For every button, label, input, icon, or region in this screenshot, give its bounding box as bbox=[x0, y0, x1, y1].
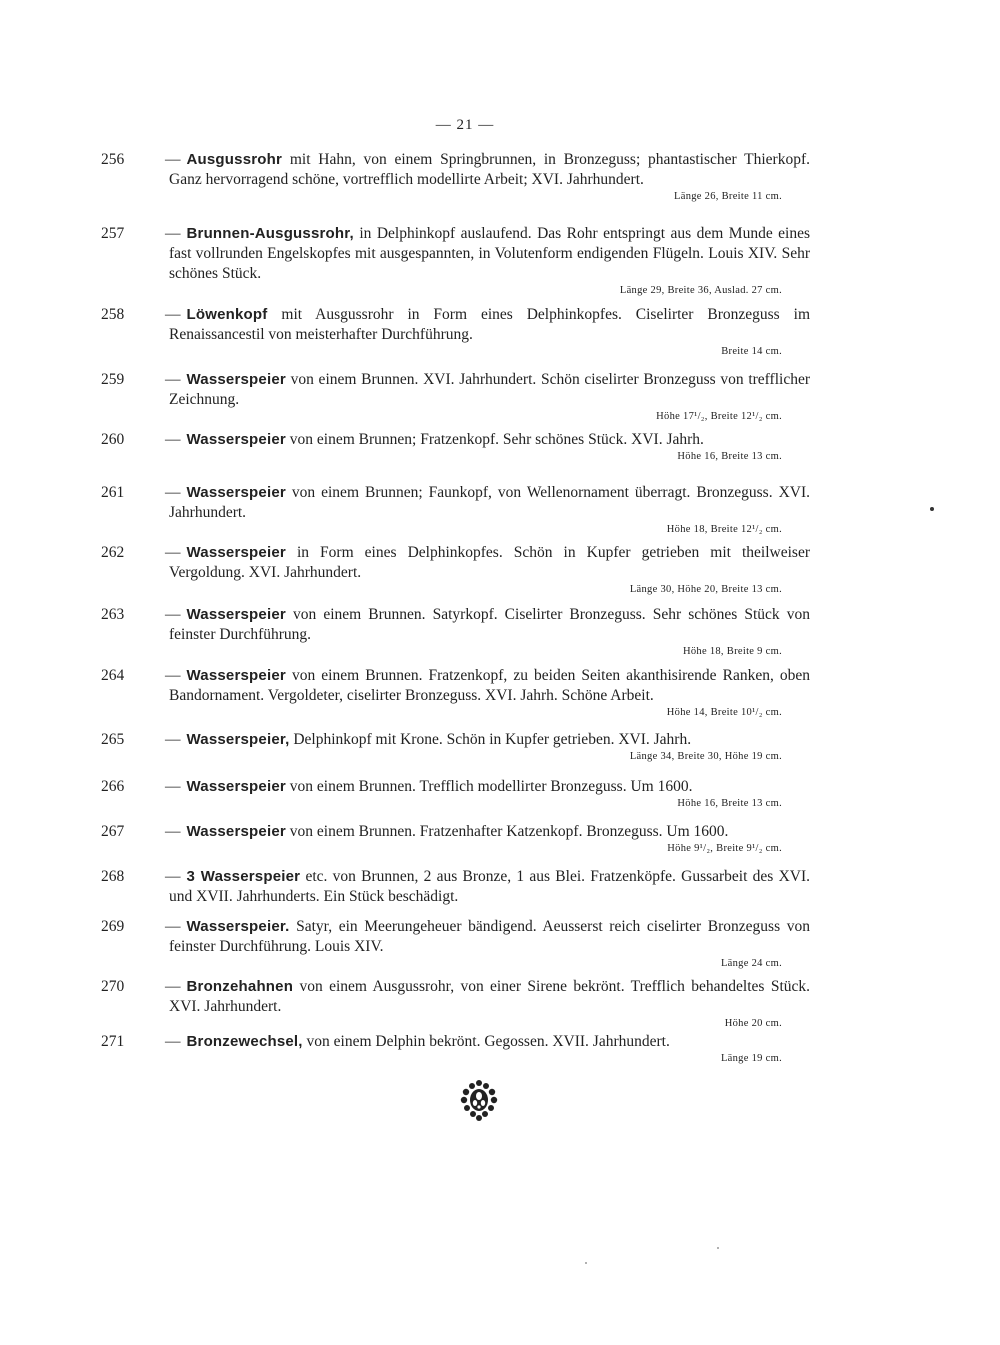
entry-description: mit Ausgussrohr in Form eines Delphinkopfes. Ciselirter Bronzeguss im Renaissancestil von meisterhafter Durchführung. bbox=[169, 306, 811, 343]
entry-number: 265 bbox=[101, 731, 125, 748]
catalog-entry bbox=[101, 917, 810, 971]
entry-number: 260 bbox=[101, 431, 125, 448]
entry-dash: — bbox=[165, 431, 181, 448]
entry-dimensions: Länge 26, Breite 11 cm. bbox=[674, 191, 782, 202]
catalog-entry bbox=[101, 1032, 810, 1066]
entry-title: 3 Wasserspeier bbox=[186, 868, 301, 885]
entry-description: mit Hahn, von einem Springbrunnen, in Bronzeguss; phantastischer Thierkopf. Ganz hervorragend schöne, vortrefflich modellirte Arbeit; XVI. Jahrhundert. bbox=[169, 151, 811, 188]
entry-dash: — bbox=[165, 606, 181, 623]
entry-dash: — bbox=[165, 823, 181, 840]
entry-number: 268 bbox=[101, 868, 125, 885]
entry-number: 269 bbox=[101, 918, 125, 935]
entry-number: 262 bbox=[101, 544, 125, 561]
entry-body bbox=[101, 730, 810, 750]
entry-dash: — bbox=[165, 868, 181, 885]
scan-speck bbox=[930, 507, 934, 511]
entry-title: Wasserspeier. bbox=[186, 918, 290, 935]
entry-body bbox=[101, 543, 810, 583]
entry-dash: — bbox=[165, 667, 181, 684]
catalog-entry bbox=[101, 430, 810, 464]
entry-dash: — bbox=[165, 371, 181, 388]
entry-dimensions: Länge 29, Breite 36, Auslad. 27 cm. bbox=[619, 285, 782, 296]
catalog-entry bbox=[101, 150, 811, 204]
catalog-entry bbox=[101, 977, 811, 1031]
entry-number: 259 bbox=[101, 371, 125, 388]
catalog-entry bbox=[101, 483, 810, 537]
entry-body bbox=[101, 150, 811, 190]
entry-number: 258 bbox=[101, 306, 125, 323]
entry-dimensions: Höhe 14, Breite 10¹/₂ cm. bbox=[666, 707, 782, 718]
scan-speck bbox=[585, 1262, 587, 1264]
entry-title: Brunnen-Ausgussrohr, bbox=[186, 225, 354, 242]
entry-description: von einem Brunnen. Satyrkopf. Ciselirter Bronzeguss. Sehr schönes Stück von feinster Durchführung. bbox=[169, 606, 810, 643]
entry-body bbox=[101, 977, 811, 1017]
entry-dimensions: Höhe 20 cm. bbox=[724, 1018, 782, 1029]
entry-number: 267 bbox=[101, 823, 125, 840]
entry-body bbox=[101, 777, 810, 797]
entry-dash: — bbox=[165, 731, 181, 748]
entry-description: von einem Brunnen. Fratzenhafter Katzenkopf. Bronzeguss. Um 1600. bbox=[289, 823, 729, 840]
catalog-entry bbox=[101, 822, 810, 856]
entry-title: Wasserspeier bbox=[186, 667, 286, 684]
entry-description: von einem Delphin bekrönt. Gegossen. XVII. Jahrhundert. bbox=[306, 1033, 670, 1050]
page-number: — 21 — bbox=[435, 117, 495, 133]
entry-number: 257 bbox=[101, 225, 125, 242]
entry-dimensions: Länge 24 cm. bbox=[720, 958, 782, 969]
entry-body bbox=[101, 370, 810, 410]
scan-speck bbox=[717, 1247, 719, 1249]
entry-title: Wasserspeier, bbox=[186, 731, 290, 748]
catalog-entry bbox=[101, 543, 810, 597]
entry-dimensions: Höhe 16, Breite 13 cm. bbox=[677, 451, 782, 462]
entry-dimensions: Breite 14 cm. bbox=[721, 346, 782, 357]
entry-dash: — bbox=[165, 1033, 181, 1050]
entry-title: Wasserspeier bbox=[186, 544, 286, 561]
catalog-entry bbox=[101, 666, 811, 720]
entry-number: 256 bbox=[101, 151, 125, 168]
catalog-entry bbox=[101, 777, 810, 811]
entry-body bbox=[101, 1032, 810, 1052]
entry-title: Bronzewechsel, bbox=[186, 1033, 303, 1050]
entry-dimensions: Höhe 17¹/₂, Breite 12¹/₂ cm. bbox=[656, 411, 782, 422]
entry-description: von einem Brunnen. XVI. Jahrhundert. Schön ciselirter Bronzeguss von trefflicher Zeichnung. bbox=[169, 371, 810, 408]
entry-description: von einem Ausgussrohr, von einer Sirene bekrönt. Trefflich behandeltes Stück. XVI. Jahrhundert. bbox=[169, 978, 811, 1015]
entry-dimensions: Länge 19 cm. bbox=[720, 1053, 782, 1064]
entry-description: Satyr, ein Meerungeheuer bändigend. Aeusserst reich ciselirter Bronzeguss von feinster Durchführung. Louis XIV. bbox=[169, 918, 810, 955]
entry-title: Wasserspeier bbox=[186, 431, 286, 448]
entry-dimensions: Höhe 18, Breite 12¹/₂ cm. bbox=[666, 524, 782, 535]
entry-number: 261 bbox=[101, 484, 125, 501]
entry-dash: — bbox=[165, 306, 181, 323]
entry-body bbox=[101, 483, 810, 523]
entry-number: 270 bbox=[101, 978, 125, 995]
entry-body bbox=[101, 666, 811, 706]
entry-dash: — bbox=[165, 484, 181, 501]
entry-title: Wasserspeier bbox=[186, 371, 286, 388]
entry-description: etc. von Brunnen, 2 aus Bronze, 1 aus Blei. Fratzenköpfe. Gussarbeit des XVI. und XVII. Jahrhunderts. Ein Stück beschädigt. bbox=[169, 868, 810, 905]
catalog-entry bbox=[101, 370, 810, 424]
entry-number: 266 bbox=[101, 778, 125, 795]
entry-title: Wasserspeier bbox=[186, 484, 286, 501]
entry-title: Wasserspeier bbox=[186, 606, 286, 623]
entry-dash: — bbox=[165, 918, 181, 935]
entry-dash: — bbox=[165, 225, 181, 242]
catalog-entry bbox=[101, 605, 810, 659]
entry-dash: — bbox=[165, 544, 181, 561]
entry-dimensions: Länge 30, Höhe 20, Breite 13 cm. bbox=[629, 584, 782, 595]
entry-body bbox=[101, 305, 811, 345]
entry-title: Löwenkopf bbox=[186, 306, 268, 323]
entry-body bbox=[101, 917, 810, 957]
catalog-entry bbox=[101, 867, 810, 907]
entry-description: von einem Brunnen. Trefflich modellirter Bronzeguss. Um 1600. bbox=[289, 778, 693, 795]
catalog-entry bbox=[101, 730, 810, 764]
entry-title: Ausgussrohr bbox=[186, 151, 283, 168]
entry-title: Bronzehahnen bbox=[186, 978, 294, 995]
entry-description: von einem Brunnen. Fratzenkopf, zu beiden Seiten akanthisirende Ranken, oben Bandornament. Vergoldeter, ciselirter Bronzeguss. XVI. Jahrh. Schöne Arbeit. bbox=[169, 667, 811, 704]
entry-description: in Delphinkopf auslaufend. Das Rohr entspringt aus dem Munde eines fast vollrunden Engelskopfes mit ausgespannten, in Volutenform endigenden Flügeln. Louis XIV. Sehr schönes Stück. bbox=[169, 225, 810, 282]
entry-body bbox=[101, 224, 810, 284]
entry-body bbox=[101, 605, 810, 645]
entry-dimensions: Höhe 16, Breite 13 cm. bbox=[677, 798, 782, 809]
catalog-entry bbox=[101, 305, 811, 359]
entry-body bbox=[101, 822, 810, 842]
entry-description: in Form eines Delphinkopfes. Schön in Kupfer getrieben mit theilweiser Vergoldung. XVI. Jahrhundert. bbox=[169, 544, 810, 581]
entry-number: 263 bbox=[101, 606, 125, 623]
entry-description: von einem Brunnen; Faunkopf, von Wellenornament überragt. Bronzeguss. XVI. Jahrhundert. bbox=[169, 484, 810, 521]
fleuron-icon bbox=[458, 1078, 500, 1122]
entry-number: 264 bbox=[101, 667, 125, 684]
entry-dash: — bbox=[165, 778, 181, 795]
entry-body bbox=[101, 430, 810, 450]
entry-title: Wasserspeier bbox=[186, 778, 286, 795]
entry-dash: — bbox=[165, 978, 181, 995]
entry-dimensions: Höhe 18, Breite 9 cm. bbox=[682, 646, 782, 657]
entry-dimensions: Höhe 9¹/₂, Breite 9¹/₂ cm. bbox=[667, 843, 782, 854]
catalog-entry bbox=[101, 224, 810, 298]
entry-body bbox=[101, 867, 810, 907]
entry-dash: — bbox=[165, 151, 181, 168]
entry-title: Wasserspeier bbox=[186, 823, 286, 840]
entry-description: Delphinkopf mit Krone. Schön in Kupfer getrieben. XVI. Jahrh. bbox=[293, 731, 692, 748]
entry-description: von einem Brunnen; Fratzenkopf. Sehr schönes Stück. XVI. Jahrh. bbox=[289, 431, 704, 448]
entry-number: 271 bbox=[101, 1033, 125, 1050]
entry-dimensions: Länge 34, Breite 30, Höhe 19 cm. bbox=[629, 751, 782, 762]
